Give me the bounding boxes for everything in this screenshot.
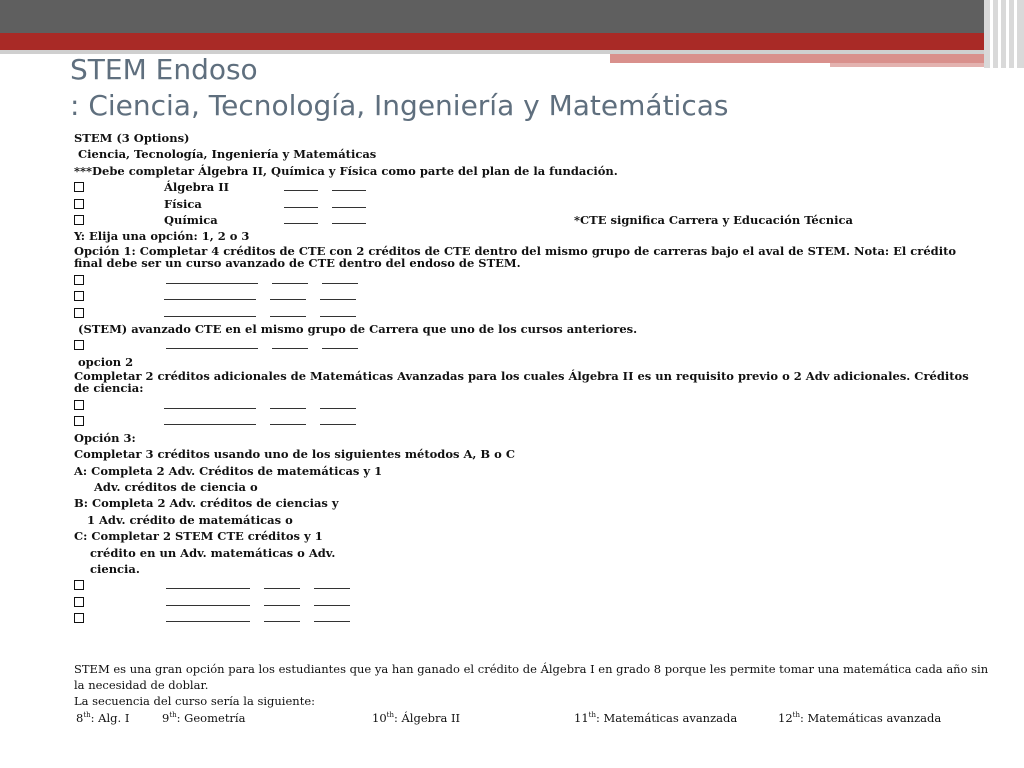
course-sequence [74,710,974,726]
content-line [74,130,974,146]
content-line [74,677,974,693]
content-line [74,479,974,495]
content-line [74,545,974,561]
header-red-bar [0,33,1024,50]
title-line-1: STEM Endoso [70,53,258,86]
method-a-line-2: Adv. créditos de ciencia o [94,480,258,495]
blank-row [74,305,974,321]
content-line [74,512,974,528]
method-c-line-1: C: Completar 2 STEM CTE créditos y 1 [74,529,323,544]
blank-row [74,610,974,626]
options-heading: STEM (3 Options) [74,131,190,145]
course-label: Química [164,212,218,227]
sequence-item: 11th: Matemáticas avanzada [574,710,738,725]
slide-content [74,130,989,726]
content-line [74,446,974,462]
checkbox-icon[interactable] [74,308,84,318]
checkbox-icon[interactable] [74,613,84,623]
content-line [74,370,974,394]
blank-row [74,594,974,610]
title-line-2: : Ciencia, Tecnología, Ingeniería y Matemáticas [70,89,729,122]
content-line [74,463,974,479]
content-line [74,661,989,677]
checkbox-icon[interactable] [74,291,84,301]
content-line [74,561,974,577]
content-line [74,495,974,511]
blank-row [74,577,974,593]
content-line [74,693,974,709]
method-a-line-1: A: Completa 2 Adv. Créditos de matemáticas y 1 [74,463,383,478]
option-3-heading: Opción 3: [74,430,136,445]
content-line [74,146,974,162]
stem-subtitle: Ciencia, Tecnología, Ingeniería y Matemáticas [78,147,377,162]
option-1-text: Opción 1: Completar 4 créditos de CTE con 2 créditos de CTE dentro del mismo grupo de carreras bajo el aval de STEM. Nota: El crédito final debe ser un curso avanzado de CTE dentro del endoso de STEM. [74,243,957,270]
header-right-stripes [984,0,1024,68]
method-b-line-2: 1 Adv. crédito de matemáticas o [87,512,293,527]
checkbox-icon[interactable] [74,215,84,225]
content-line [74,163,974,179]
stem-advanced-note: (STEM) avanzado CTE en el mismo grupo de Carrera que uno de los cursos anteriores. [78,321,638,336]
blank-row [74,288,974,304]
checkbox-icon[interactable] [74,597,84,607]
content-line [74,228,974,244]
blank-row [74,272,974,288]
checkbox-icon[interactable] [74,416,84,426]
checkbox-icon[interactable] [74,580,84,590]
slide-title [70,52,728,124]
footer-text-3: La secuencia del curso sería la siguiente: [74,694,315,709]
sequence-item: 10th: Álgebra II [372,710,461,725]
sequence-item: 9th: Geometría [162,710,246,725]
method-c-line-2: crédito en un Adv. matemáticas o Adv. [90,545,336,560]
footer-text-1: STEM es una gran opción para los estudiantes que ya han ganado el crédito de Álgebra I en grado 8 porque les permite tomar una matemática cada año sin [74,661,989,676]
sequence-item: 12th: Matemáticas avanzada [778,710,942,725]
course-label: Álgebra II [164,180,229,195]
choose-option: Y: Elija una opción: 1, 2 o 3 [74,229,250,244]
course-label: Física [164,196,202,211]
header-gray-bar [0,0,1024,33]
method-c-line-3: ciencia. [90,561,140,576]
cte-note: *CTE significa Carrera y Educación Técnica [574,212,853,227]
requirement-note: ***Debe completar Álgebra II, Química y Física como parte del plan de la fundación. [74,163,618,178]
blank-row [74,413,974,429]
option-2-heading: opcion 2 [78,354,134,369]
footer-text-2: la necesidad de doblar. [74,677,209,692]
checkbox-icon[interactable] [74,340,84,350]
course-row [74,179,974,195]
checkbox-icon[interactable] [74,199,84,209]
content-line [74,430,974,446]
content-line [74,354,974,370]
content-line [74,245,974,269]
header-accent-bar-small [830,63,990,67]
option-2-text: Completar 2 créditos adicionales de Matemáticas Avanzadas para los cuales Álgebra II es un requisito previo o 2 Adv adicionales. Créditos de ciencia: [74,369,969,396]
checkbox-icon[interactable] [74,182,84,192]
checkbox-icon[interactable] [74,400,84,410]
checkbox-icon[interactable] [74,275,84,285]
sequence-item: 8th: Alg. I [76,710,130,725]
content-line [74,528,974,544]
course-row [74,212,974,228]
content-line [74,321,974,337]
option-3-text: Completar 3 créditos usando uno de los siguientes métodos A, B o C [74,447,515,462]
blank-row [74,337,974,353]
blank-row [74,397,974,413]
method-b-line-1: B: Completa 2 Adv. créditos de ciencias y [74,496,339,511]
course-row [74,196,974,212]
